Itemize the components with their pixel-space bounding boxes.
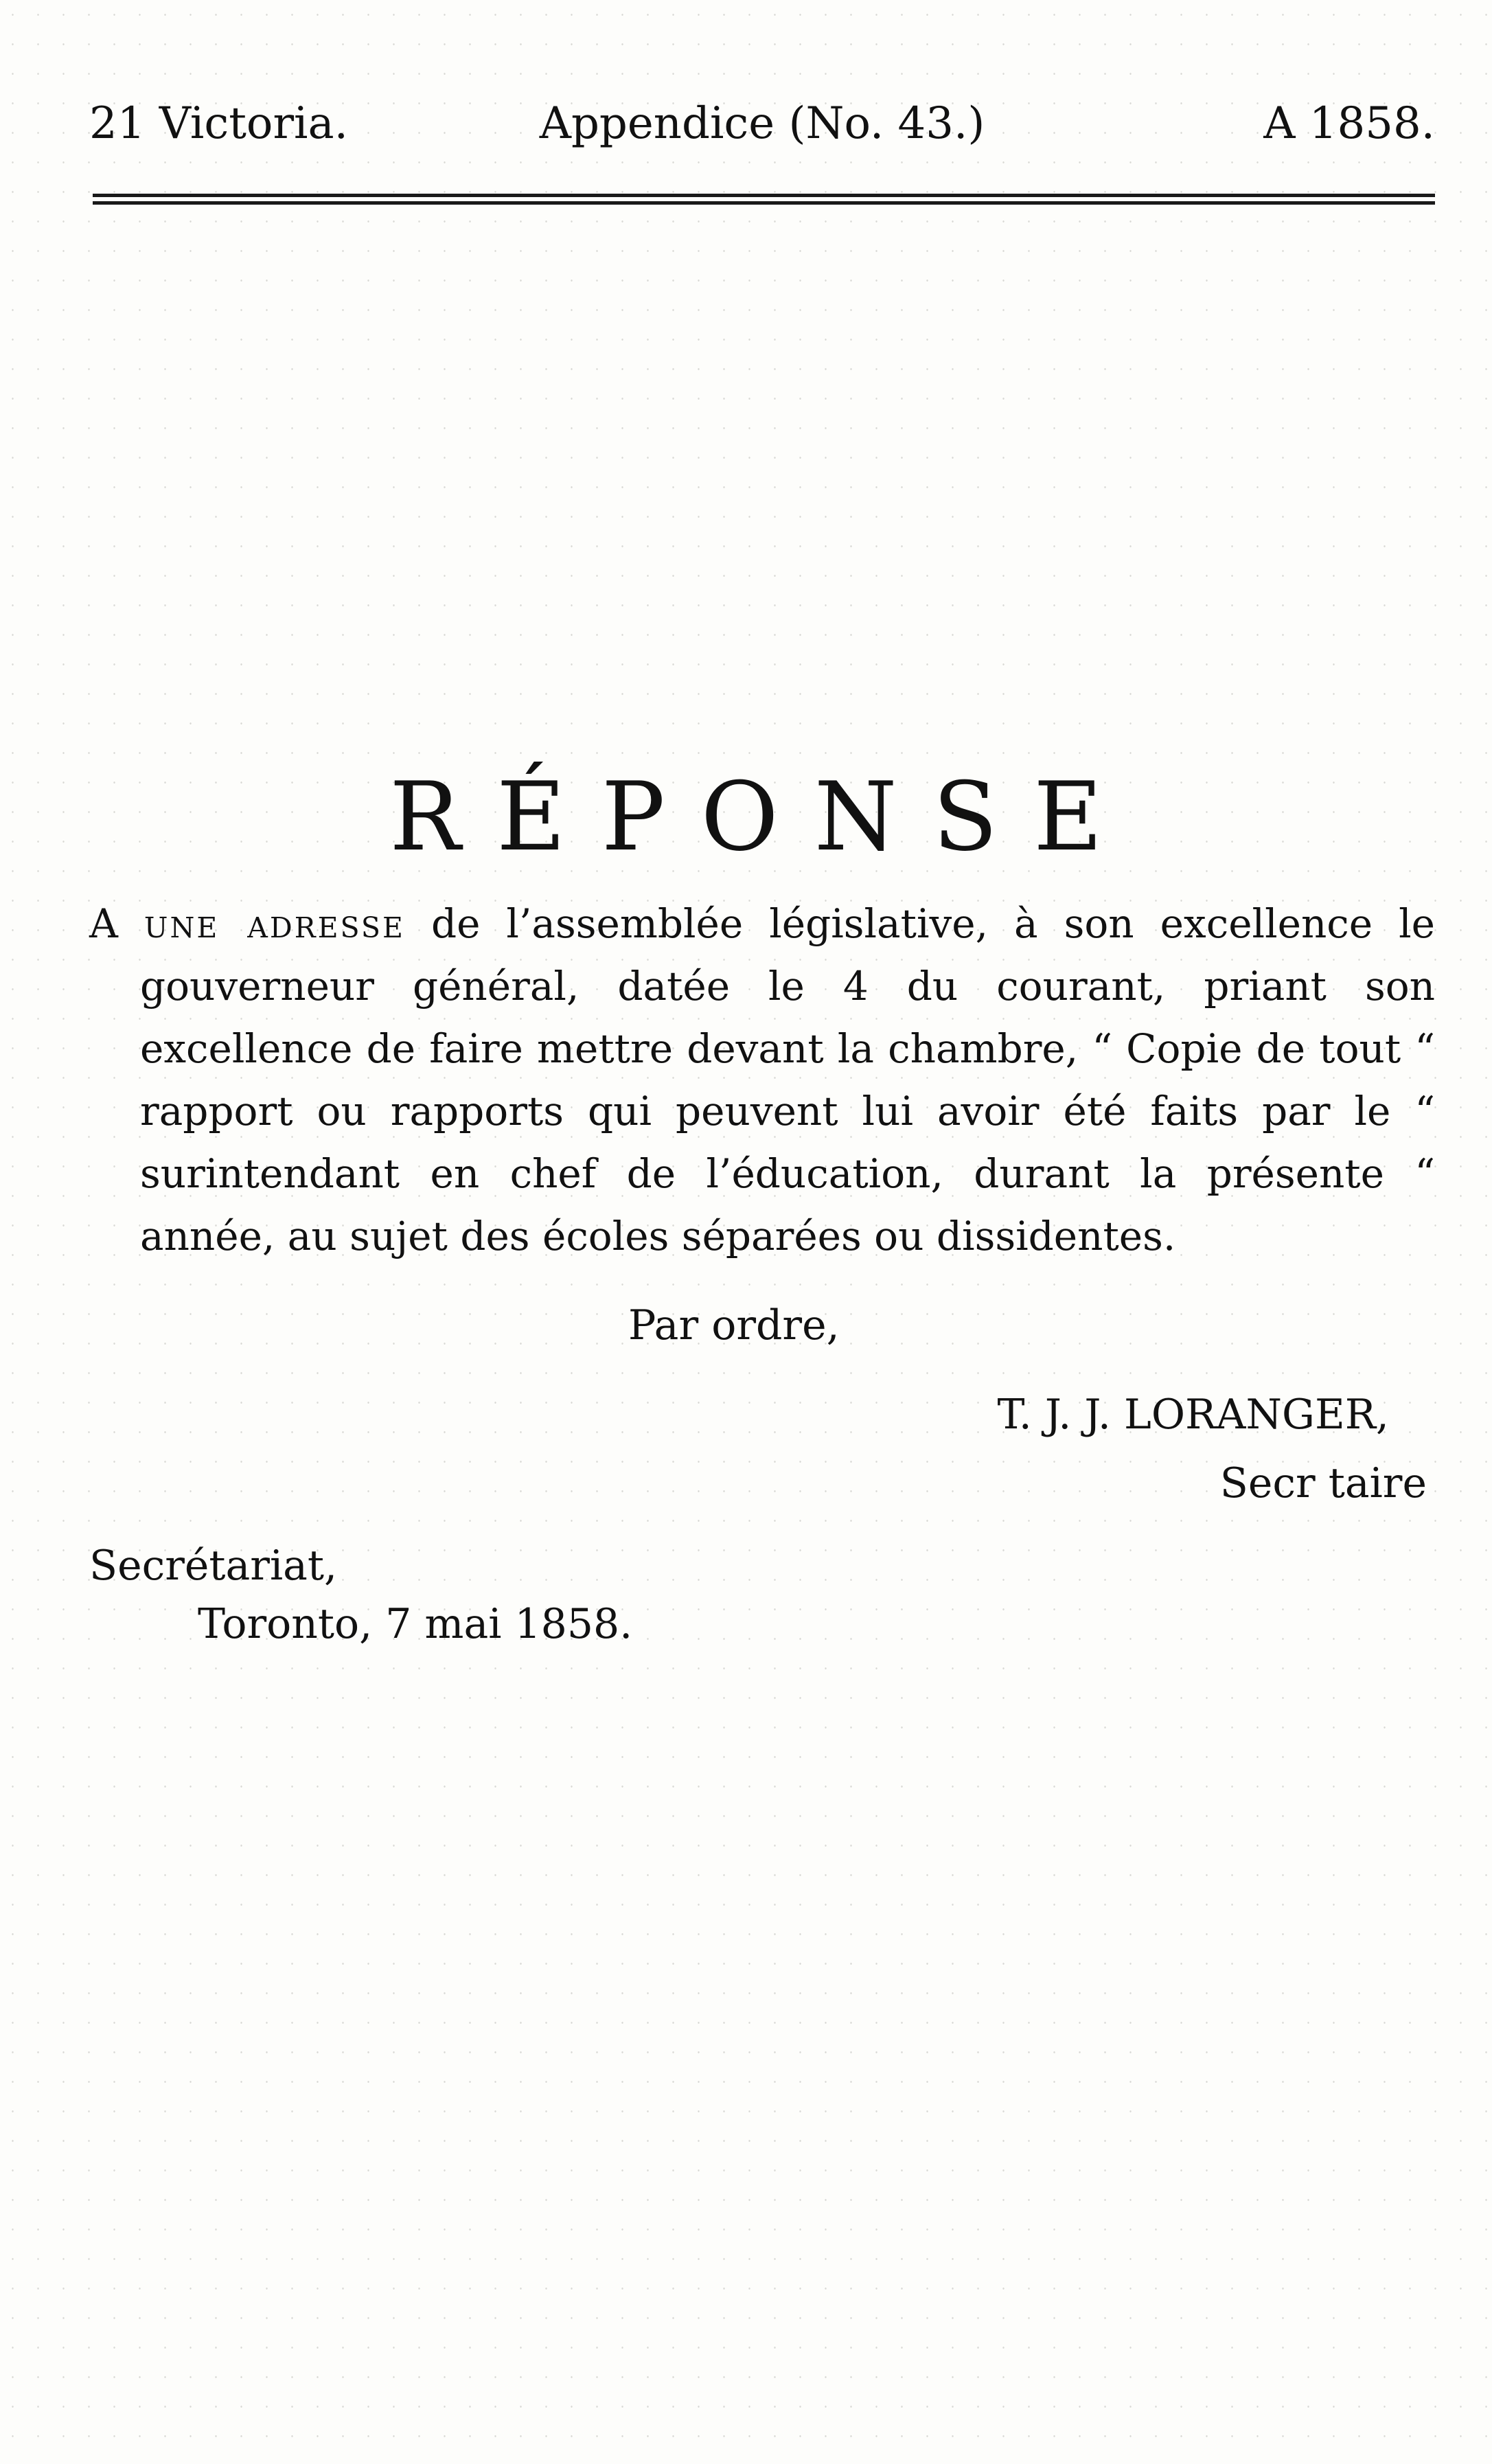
body-smallcaps-phrase: une adresse	[144, 900, 405, 947]
body-text: de l’assemblée législative, à son excellence le gouverneur général, datée le 4 du courant, priant son excellence de faire mettre devant la chambre, “ Copie de tout “ rapport ou rapports qui peuvent lui avoir été faits par le “ surintendant en chef de l’éducation, durant la présente “ année, au sujet des écoles séparées ou dissidentes.	[140, 900, 1435, 1259]
document-body	[89, 893, 1435, 1268]
origin-place: Secrétariat,	[89, 1542, 338, 1590]
body-paragraph	[89, 893, 1435, 1268]
origin-date: Toronto, 7 mai 1858.	[198, 1600, 633, 1648]
document-title: RÉPONSE	[389, 762, 1138, 872]
header-volume: 21 Victoria.	[89, 98, 348, 149]
header-year: A 1858.	[1263, 98, 1435, 149]
signer-name: T. J. J. LORANGER,	[997, 1391, 1389, 1439]
closing-order: Par ordre,	[628, 1301, 840, 1349]
body-lead-letter: A	[89, 900, 118, 947]
signer-role: Secr taire	[1219, 1459, 1427, 1507]
header-double-rule	[93, 194, 1435, 205]
header-appendix: Appendice (No. 43.)	[539, 98, 985, 149]
page-header	[89, 96, 1435, 151]
